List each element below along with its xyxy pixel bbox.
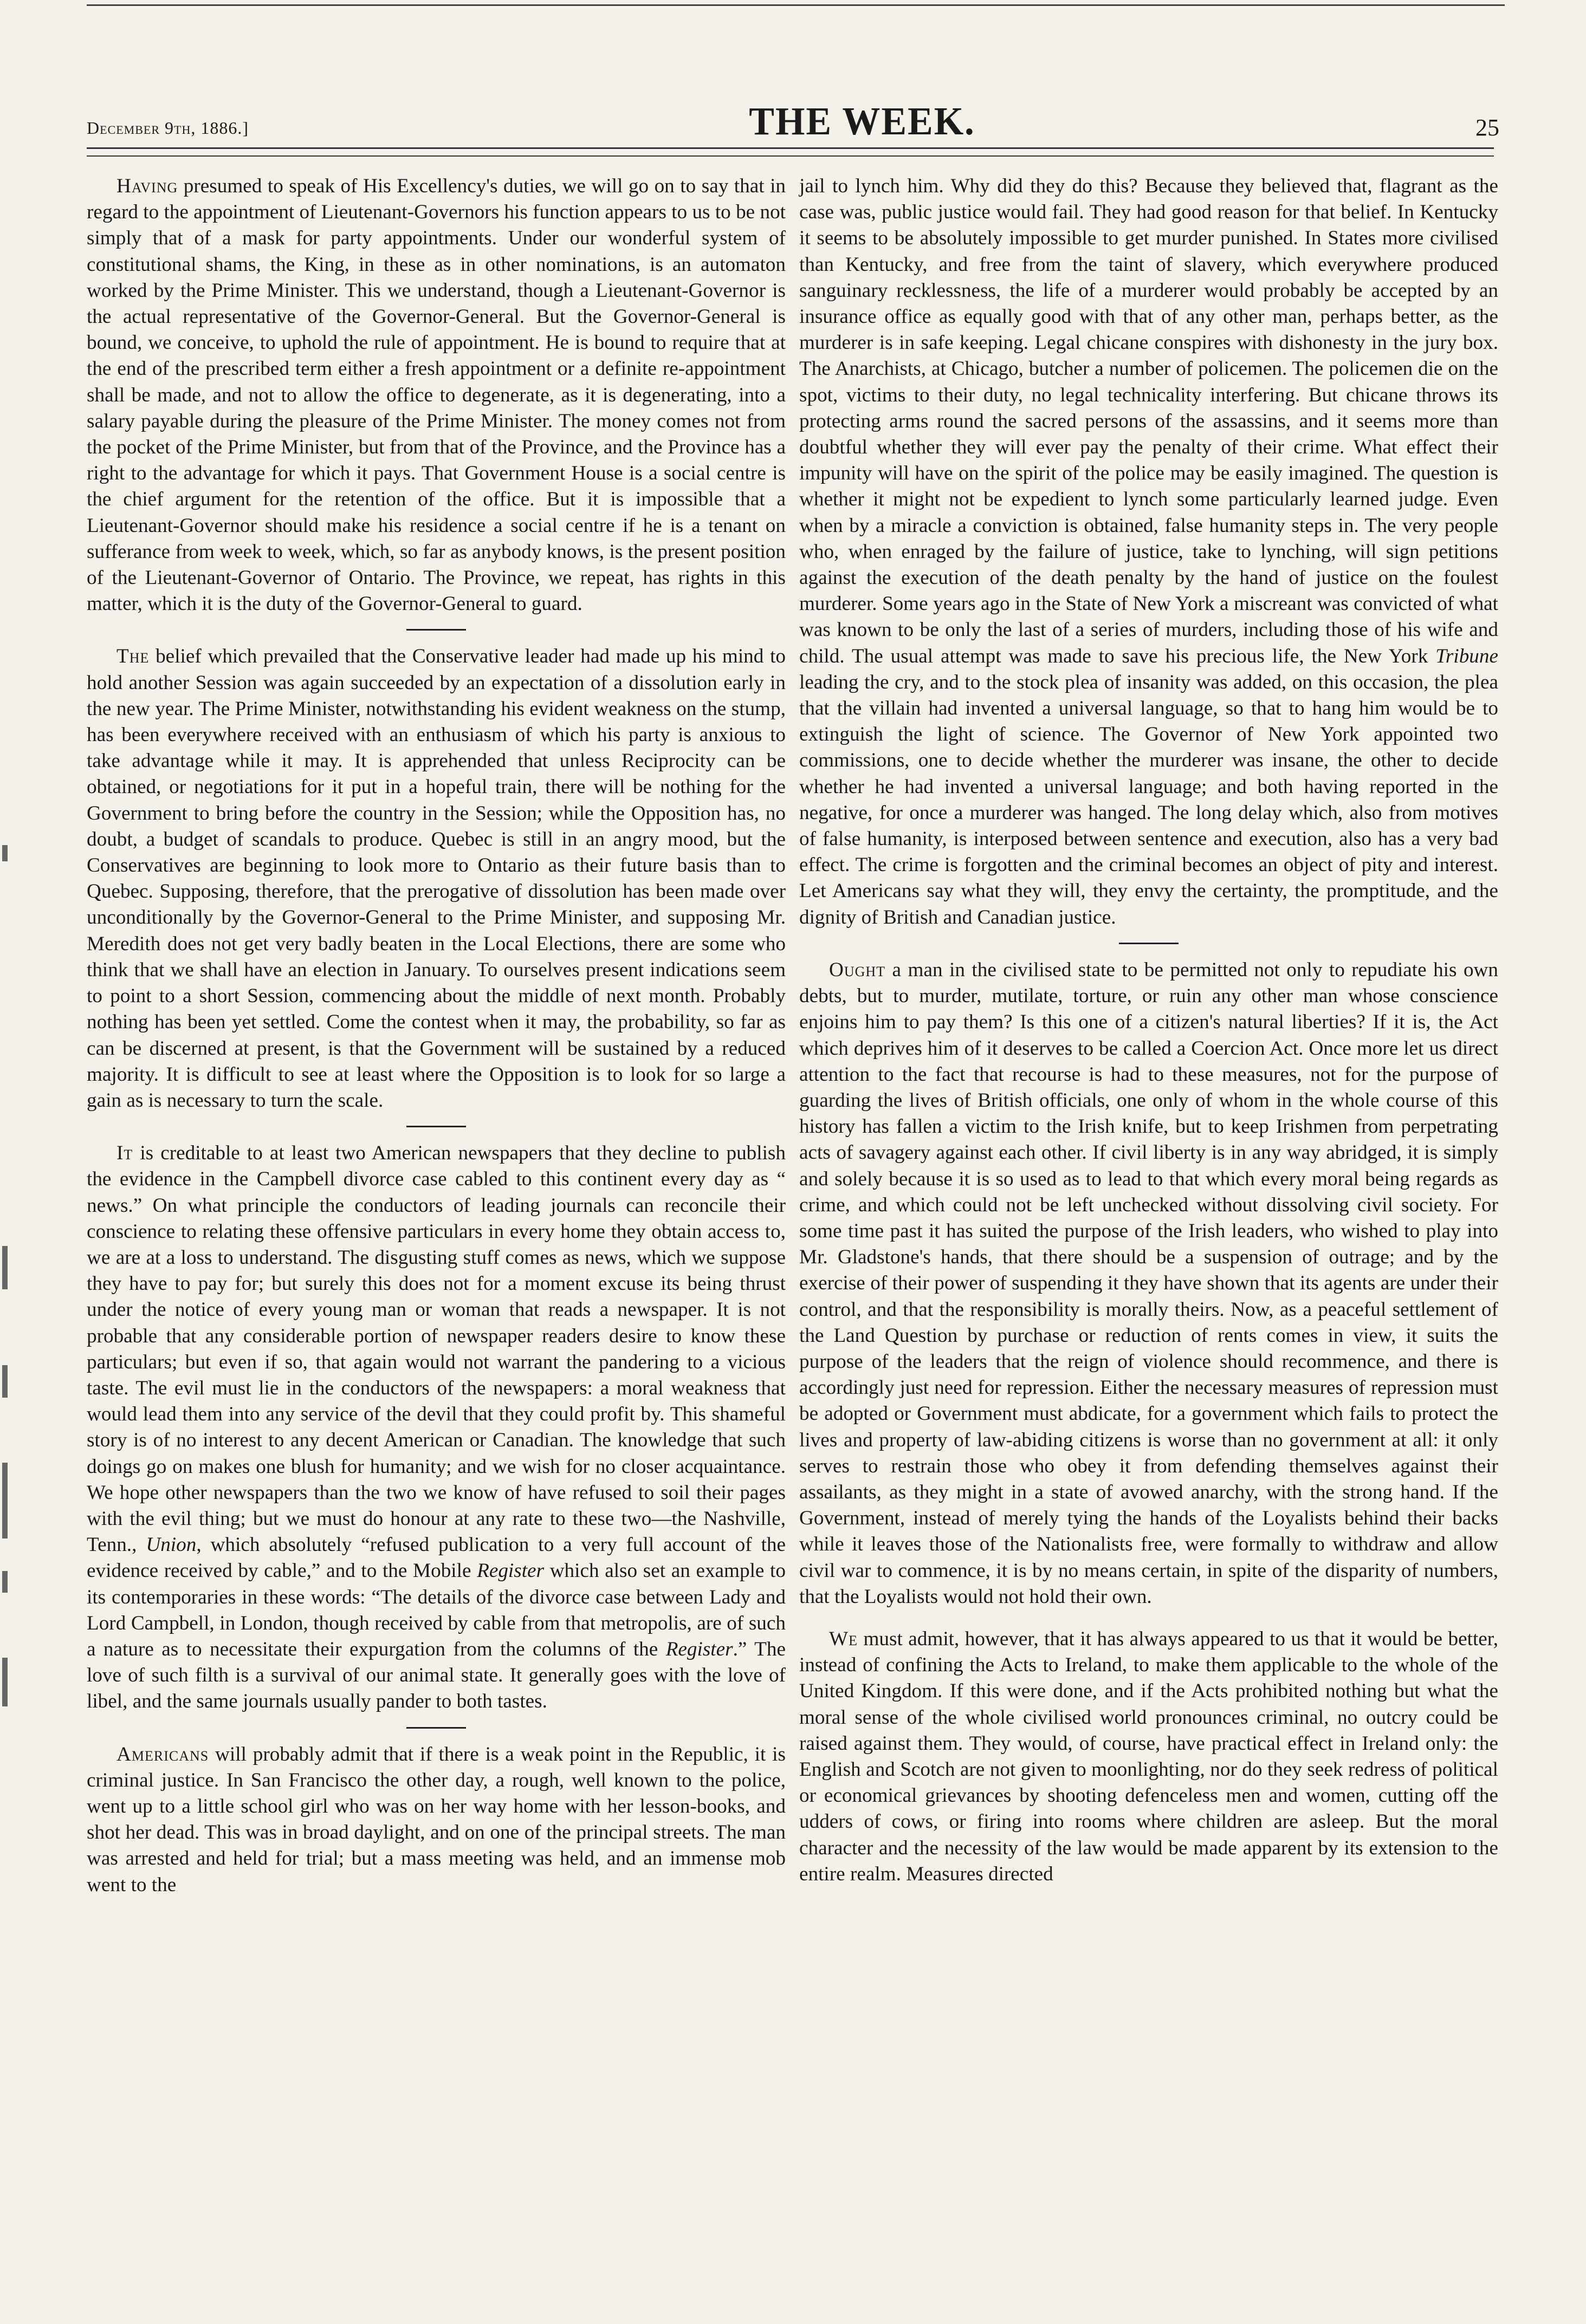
article-acts-united-kingdom xyxy=(799,1626,1498,1887)
article-text: a man in the civilised state to be permitted not only to repudiate his own debts, but to murder, mutilate, torture, or ruin any other man whose conscience enjoins him to pay them? Is this one of a citizen's natural liberties? If it is, the Act which deprives him of it deserves to be called a Coercion Act. Once more let us direct attention to the fact that recourse is had to these measures, not for the purpose of guarding the lives of British officials, one only of whom in the whole course of this history has fallen a victim to the Irish knife, but to keep Irishmen from perpetrating acts of savagery against each other. If civil liberty is in any way abridged, it is simply and solely because it is so used as to lead to that which every moral being regards as crime, and which could not be left unchecked without dissolving civil society. For some time past it has suited the purpose of the Irish leaders, who wished to play into Mr. Gladstone's hands, that there should be a suspension of outrage; and by the exercise of their power of suspending it they have shown that its agents are under their control, and that the responsibility is morally theirs. Now, as a peaceful settlement of the Land Question by purchase or reduction of rents comes in view, it suits the purpose of the leaders that the reign of violence should recommence, and there is accordingly just need for repression. Either the necessary measures of repression must be adopted or Government must abdicate, for a government which fails to protect the lives and property of law-abiding citizens is worse than no government at all: it only serves to restrain those who obey it from defending themselves against their assailants, as they might in a state of avowed anarchy, with the strong hand. If the Government, instead of merely tying the hands of the Loyalists behind their backs while it leaves those of the Nationalists free, were formally to withdraw and allow civil war to commence, it is by no means certain, in spite of the disparity of numbers, that the Loyalists would not hold their own. xyxy=(799,958,1498,1608)
article-criminal-justice xyxy=(87,1742,786,1898)
lead-word: It xyxy=(116,1142,133,1165)
newspaper-name: Register xyxy=(477,1560,545,1582)
right-column xyxy=(799,173,1498,1887)
article-coercion-act xyxy=(799,957,1498,1610)
lead-word: Ought xyxy=(829,958,886,981)
section-separator xyxy=(406,1126,466,1127)
newspaper-name: Union xyxy=(146,1534,197,1556)
left-column xyxy=(87,173,786,1898)
newspaper-name: Tribune xyxy=(1435,645,1498,667)
page-number: 25 xyxy=(1475,114,1499,141)
header-double-rule xyxy=(87,147,1494,157)
section-separator xyxy=(406,629,466,631)
newspaper-name: Register xyxy=(665,1638,733,1660)
article-criminal-justice-continued xyxy=(799,173,1498,931)
article-text: which also set an example to its contemporaries in these words: “The details of the divorce case between Lady and Lord Campbell, in London, though received by cable from that metropolis, are of such a nature as to necessitate their expurgation from the columns of the xyxy=(87,1560,786,1660)
top-border-rule xyxy=(87,4,1505,6)
article-text: presumed to speak of His Excellency's duties, we will go on to say that in regard to the appointment of Lieutenant-Governors his function appears to us to be not simply that of a mask for party appointments. Under our wonderful system of constitutional shams, the King, in these as in other nominations, is an automaton worked by the Prime Minister. This we understand, though a Lieutenant-Governor is the actual representative of the Governor-General. But the Governor-General is bound, we conceive, to uphold the rule of appointment. He is bound to require that at the end of the prescribed term either a fresh appointment or a definite re-appointment shall be made, and not to allow the office to degenerate, as it is degenerating, into a salary payable during the pleasure of the Prime Minister. The money comes not from the pocket of the Prime Minister, but from that of the Province, and the Province has a right to the advantage for which it pays. That Government House is a social centre is the chief argument for the retention of the office. But it is impossible that a Lieutenant-Governor should make his residence a social centre if he is a tenant on sufferance from week to week, which, so far as anybody knows, is the present position of the Lieutenant-Governor of Ontario. The Province, we repeat, has rights in this matter, which it is the duty of the Governor-General to guard. xyxy=(87,175,786,615)
article-text: is creditable to at least two American newspapers that they decline to publish the evidence in the Campbell divorce case cabled to this continent every day as “ news.” On what principle the conductors of leading journals can reconcile their conscience to relating these offensive particulars in every home they obtain access to, we are at a loss to understand. The disgusting stuff comes as news, which we suppose they have to pay for; but surely this does not for a moment excuse its being thrust under the notice of every young man or woman that reads a newspaper. It is not probable that any considerable portion of newspaper readers desire to know these particulars; but even if so, that again would not warrant the pandering to a vicious taste. The evil must lie in the conductors of the newspapers: a moral weakness that would lead them into any service of the devil that they could profit by. This shameful story is of no interest to any decent American or Canadian. The knowledge that such doings go on makes one blush for humanity; and we wish for no closer acquaintance. We hope other newspapers than the two we know of have refused to soil their pages with the evil thing; but we must do honour at any rate to these two—the Nashville, Tenn., xyxy=(87,1142,786,1556)
article-text: must admit, however, that it has always appeared to us that it would be better, instead of confining the Acts to Ireland, to make them applicable to the whole of the United Kingdom. If this were done, and if the Acts prohibited nothing but what the moral sense of the whole civilised world pronounces criminal, no outcry could be raised against them. They would, of course, have practical effect in Ireland only: the English and Scotch are not given to moonlighting, nor do they seek redress of political or economical grievances by shooting defenceless men and women, cutting off the udders of cows, or firing into rooms where children are asleep. But the moral character and the necessity of the law would be made apparent by its extension to the entire realm. Measures directed xyxy=(799,1627,1498,1885)
issue-date: December 9th, 1886.] xyxy=(87,118,249,138)
page-header xyxy=(87,92,1499,144)
article-dissolution xyxy=(87,644,786,1114)
article-text: jail to lynch him. Why did they do this? Because they believed that, flagrant as the case was, public justice would fail. They had good reason for that belief. In Kentucky it seems to be absolutely impossible to get murder punished. In States more civilised than Kentucky, and free from the taint of slavery, which everywhere produced sanguinary recklessness, the life of a murderer would probably be accepted by an insurance office as equally good with that of any other man, perhaps better, as the murderer is in safe keeping. Legal chicane conspires with dishonesty in the jury box. The Anarchists, at Chicago, butcher a number of policemen. The policemen die on the spot, victims to their duty, no legal technicality interfering. But chicane throws its protecting arms round the sacred persons of the assassins, and it seems more than doubtful whether they will ever pay the penalty of their crime. What effect their impunity will have on the spirit of the police may be easily imagined. The question is whether it might not be expedient to lynch some particularly learned judge. Even when by a miracle a conviction is obtained, false humanity steps in. The very people who, when enraged by the failure of justice, take to lynching, will sign petitions against the execution of the death penalty by the hand of justice on the foulest murderer. Some years ago in the State of New York a miscreant was convicted of what was known to be only the last of a series of murders, including those of his wife and child. The usual attempt was made to save his precious life, the New York xyxy=(799,175,1498,667)
section-separator xyxy=(1119,943,1179,944)
article-text: leading the cry, and to the stock plea of insanity was added, on this occasion, the plea that the villain had invented a universal language, so that to hang him would be to extinguish the light of science. The Governor of New York appointed two commissions, one to decide whether the murderer was insane, the other to decide whether he had invented a universal language; and both having reported in the negative, for once a murderer was hanged. The long delay which, also from motives of false humanity, is interposed between sentence and execution, also has a very bad effect. The crime is forgotten and the criminal becomes an object of pity and interest. Let Americans say what they will, they envy the certainty, the promptitude, and the dignity of British and Canadian justice. xyxy=(799,671,1498,929)
lead-word: We xyxy=(829,1627,858,1650)
section-separator xyxy=(406,1727,466,1729)
lead-word: The xyxy=(116,645,150,668)
article-divorce-case xyxy=(87,1140,786,1715)
lead-word: Americans xyxy=(116,1743,209,1765)
article-text: belief which prevailed that the Conservative leader had made up his mind to hold another Session was again succeeded by an expectation of a dissolution early in the new year. The Prime Minister, notwithstanding his evident weakness on the stump, has been everywhere received with an enthusiasm of which his party is anxious to take advantage while it may. It is apprehended that unless Reciprocity can be obtained, or negotiations for it put in a hopeful train, there will be nothing for the Government to bring before the country in the Session; while the Opposition has, no doubt, a budget of scandals to produce. Quebec is still in an angry mood, but the Conservatives are beginning to look more to Ontario as their future basis than to Quebec. Supposing, therefore, that the prerogative of dissolution has been made over unconditionally by the Governor-General to the Prime Minister, and supposing Mr. Meredith does not get very badly beaten in the Local Elections, there are some who think that we shall have an election in January. To ourselves present indications seem to point to a short Session, commencing about the middle of next month. Probably nothing has been yet settled. Come the contest when it may, the probability, so far as can be discerned at present, is that the Government will be sustained by a reduced majority. It is difficult to see at least where the Opposition is to look for so large a gain as is necessary to turn the scale. xyxy=(87,645,786,1112)
article-lieutenant-governors xyxy=(87,173,786,617)
lead-word: Having xyxy=(116,175,178,197)
article-text: will probably admit that if there is a weak point in the Republic, it is criminal justice. In San Francisco the other day, a rough, well known to the police, went up to a little school girl who was on her way home with her lesson-books, and shot her dead. This was in broad daylight, and on one of the principal streets. The man was arrested and held for trial; but a mass meeting was held, and an immense mob went to the xyxy=(87,1743,786,1896)
article-text: , which absolutely “refused publication to a very full account of the evidence received by cable,” and to the Mobile xyxy=(87,1534,786,1582)
scan-edge-marks xyxy=(0,0,16,2324)
article-text: .” The love of such filth is a survival of our animal state. It generally goes with the love of libel, and the same journals usually pander to both tastes. xyxy=(87,1638,786,1713)
masthead-title: THE WEEK. xyxy=(749,100,975,144)
